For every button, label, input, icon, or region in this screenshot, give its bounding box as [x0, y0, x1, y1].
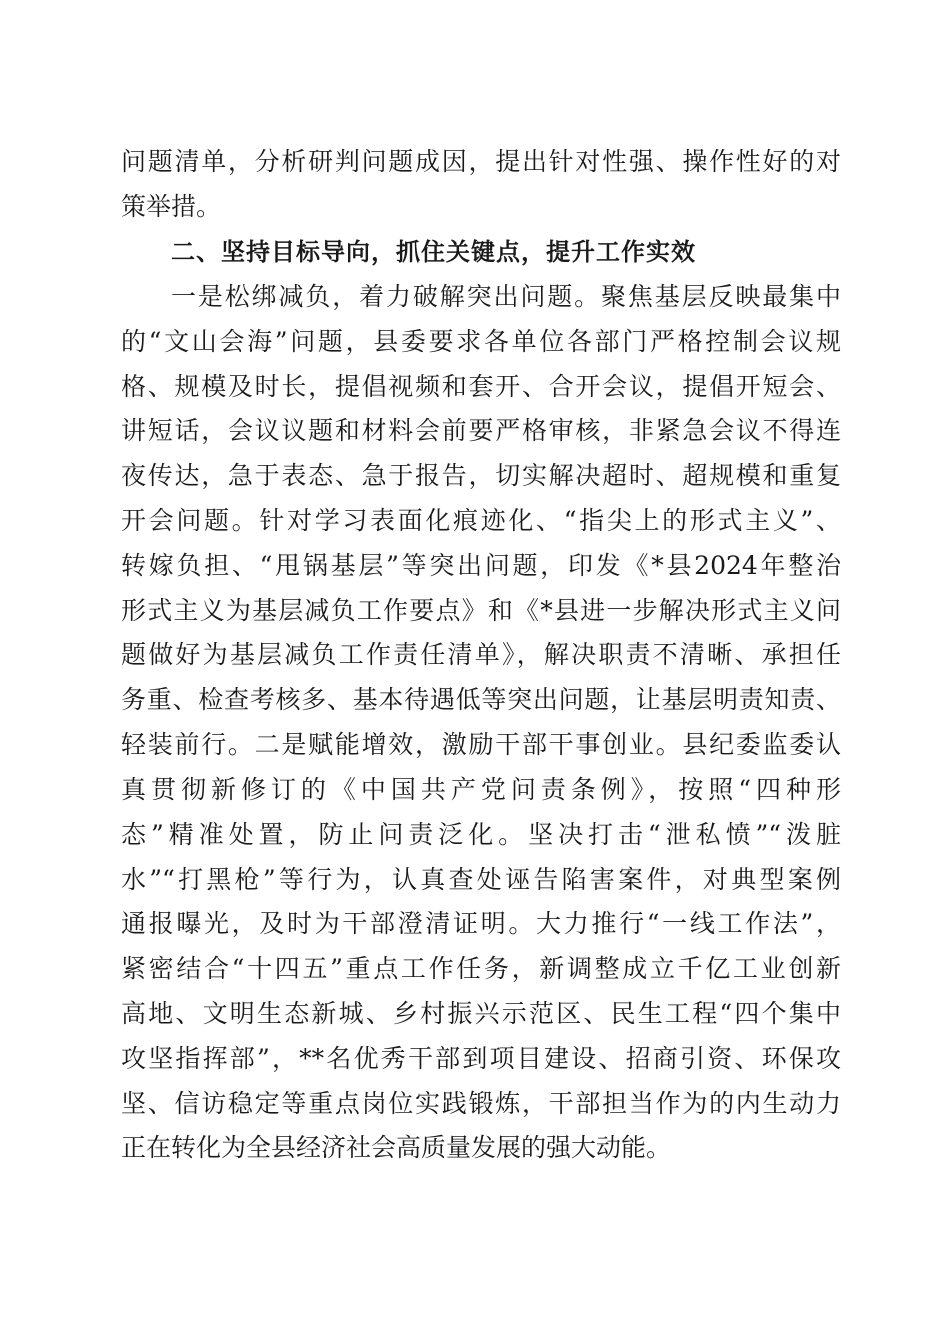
body-text-line: 紧密结合“十四五”重点工作任务，新调整成立千亿工业创新 [121, 954, 841, 983]
body-text-line: 转嫁负担、“甩锅基层”等突出问题，印发《*县2024年整治 [121, 551, 841, 580]
body-text-line: 题做好为基层减负工作责任清单》，解决职责不清晰、承担任 [121, 640, 841, 669]
body-text-line: 真贯彻新修订的《中国共产党问责条例》，按照“四种形 [121, 775, 841, 804]
body-text-line: 坚、信访稳定等重点岗位实践锻炼，干部担当作为的内生动力 [121, 1089, 841, 1118]
body-text-line: 形式主义为基层减负工作要点》和《*县进一步解决形式主义问 [121, 596, 841, 625]
body-text-line: 讲短话，会议议题和材料会前要严格审核，非紧急会议不得连 [121, 416, 841, 445]
body-text-line: 高地、文明生态新城、乡村振兴示范区、民生工程“四个集中 [121, 999, 841, 1028]
body-text-line: 水”“打黑枪”等行为，认真查处诬告陷害案件，对典型案例 [121, 865, 841, 894]
body-text-line: 通报曝光，及时为干部澄清证明。大力推行“一线工作法”， [121, 909, 841, 938]
body-text-line: 问题清单，分析研判问题成因，提出针对性强、操作性好的对 [121, 147, 841, 176]
body-text-line: 正在转化为全县经济社会高质量发展的强大动能。 [121, 1133, 672, 1162]
body-text-line: 态”精准处置，防止问责泛化。坚决打击“泄私愤”“泼脏 [121, 820, 841, 849]
body-text-line: 攻坚指挥部”，**名优秀干部到项目建设、招商引资、环保攻 [121, 1044, 841, 1073]
body-text-line: 务重、检查考核多、基本待遇低等突出问题，让基层明责知责、 [121, 685, 841, 714]
body-text-line: 一是松绑减负，着力破解突出问题。聚焦基层反映最集中 [171, 282, 841, 311]
body-text-line: 的“文山会海”问题，县委要求各单位各部门严格控制会议规 [121, 327, 841, 356]
section-heading: 二、坚持目标导向，抓住关键点，提升工作实效 [171, 238, 696, 266]
body-text-line: 夜传达，急于表态、急于报告，切实解决超时、超规模和重复 [121, 461, 841, 490]
body-text-line: 策举措。 [121, 192, 222, 221]
body-text-line: 格、规模及时长，提倡视频和套开、合开会议，提倡开短会、 [121, 372, 841, 401]
body-text-line: 开会问题。针对学习表面化痕迹化、“指尖上的形式主义”、 [121, 506, 841, 535]
body-text-line: 轻装前行。二是赋能增效，激励干部干事创业。县纪委监委认 [121, 730, 841, 759]
